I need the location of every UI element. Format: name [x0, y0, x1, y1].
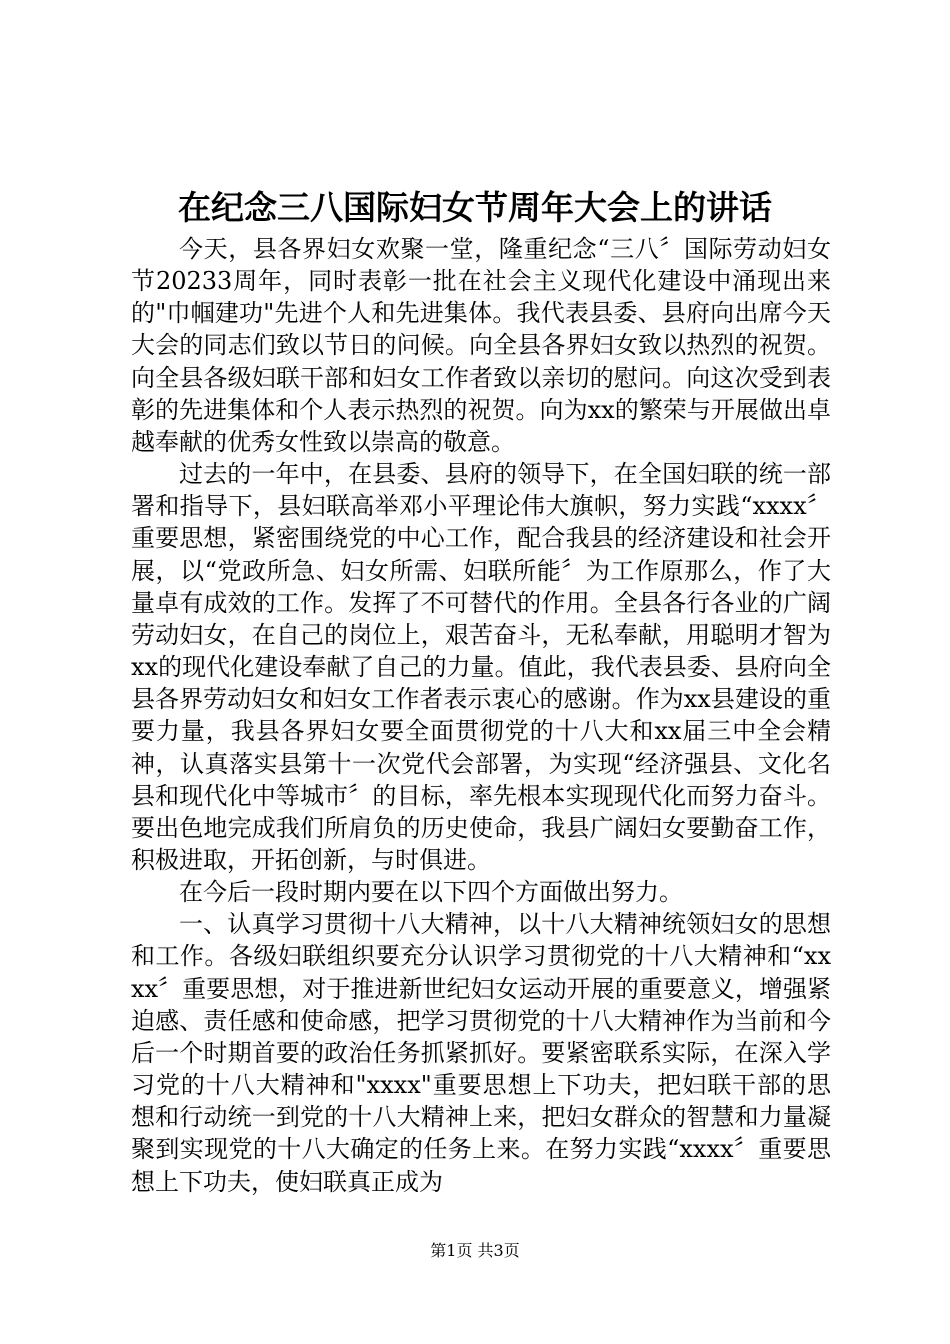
document-body	[131, 233, 831, 1198]
document-title: 在纪念三八国际妇女节周年大会上的讲话	[178, 188, 772, 227]
page-number-footer: 第1页 共3页	[430, 1241, 520, 1260]
paragraph-1: 今天，县各界妇女欢聚一堂，隆重纪念“三八〞国际劳动妇女节20233周年，同时表彰一批在社会主义现代化建设中涌现出来的"巾帼建功"先进个人和先进集体。我代表县委、县府向出席今天大会的同志们致以节日的问候。向全县各界妇女致以热烈的祝贺。向全县各级妇联干部和妇女工作者致以亲切的慰问。向这次受到表彰的先进集体和个人表示热烈的祝贺。向为xx的繁荣与开展做出卓越奉献的优秀女性致以崇高的敬意。	[131, 235, 831, 456]
paragraph-2: 过去的一年中，在县委、县府的领导下，在全国妇联的统一部署和指导下，县妇联高举邓小平理论伟大旗帜，努力实践“xxxx〞重要思想，紧密围绕党的中心工作，配合我县的经济建设和社会开展，以“党政所急、妇女所需、妇联所能〞为工作原那么，作了大量卓有成效的工作。发挥了不可替代的作用。全县各行各业的广阔劳动妇女，在自己的岗位上，艰苦奋斗，无私奉献，用聪明才智为xx的现代化建设奉献了自己的力量。值此，我代表县委、县府向全县各界劳动妇女和妇女工作者表示衷心的感谢。作为xx县建设的重要力量，我县各界妇女要全面贯彻党的十八大和xx届三中全会精神，认真落实县第十一次党代会部署，为实现“经济强县、文化名县和现代化中等城市〞的目标，率先根本实现现代化而努力奋斗。要出色地完成我们所肩负的历史使命，我县广阔妇女要勤奋工作，积极进取，开拓创新，与时俱进。	[131, 460, 831, 874]
paragraph-4: 一、认真学习贯彻十八大精神，以十八大精神统领妇女的思想和工作。各级妇联组织要充分认识学习贯彻党的十八大精神和“xxxx〞重要思想，对于推进新世纪妇女运动开展的重要意义，增强紧迫感、责任感和使命感，把学习贯彻党的十八大精神作为当前和今后一个时期首要的政治任务抓紧抓好。要紧密联系实际，在深入学习党的十八大精神和"xxxx"重要思想上下功夫，把妇联干部的思想和行动统一到党的十八大精神上来，把妇女群众的智慧和力量凝聚到实现党的十八大确定的任务上来。在努力实践“xxxx〞重要思想上下功夫，使妇联真正成为	[131, 910, 831, 1196]
paragraph-3: 在今后一段时期内要在以下四个方面做出努力。	[179, 878, 683, 907]
